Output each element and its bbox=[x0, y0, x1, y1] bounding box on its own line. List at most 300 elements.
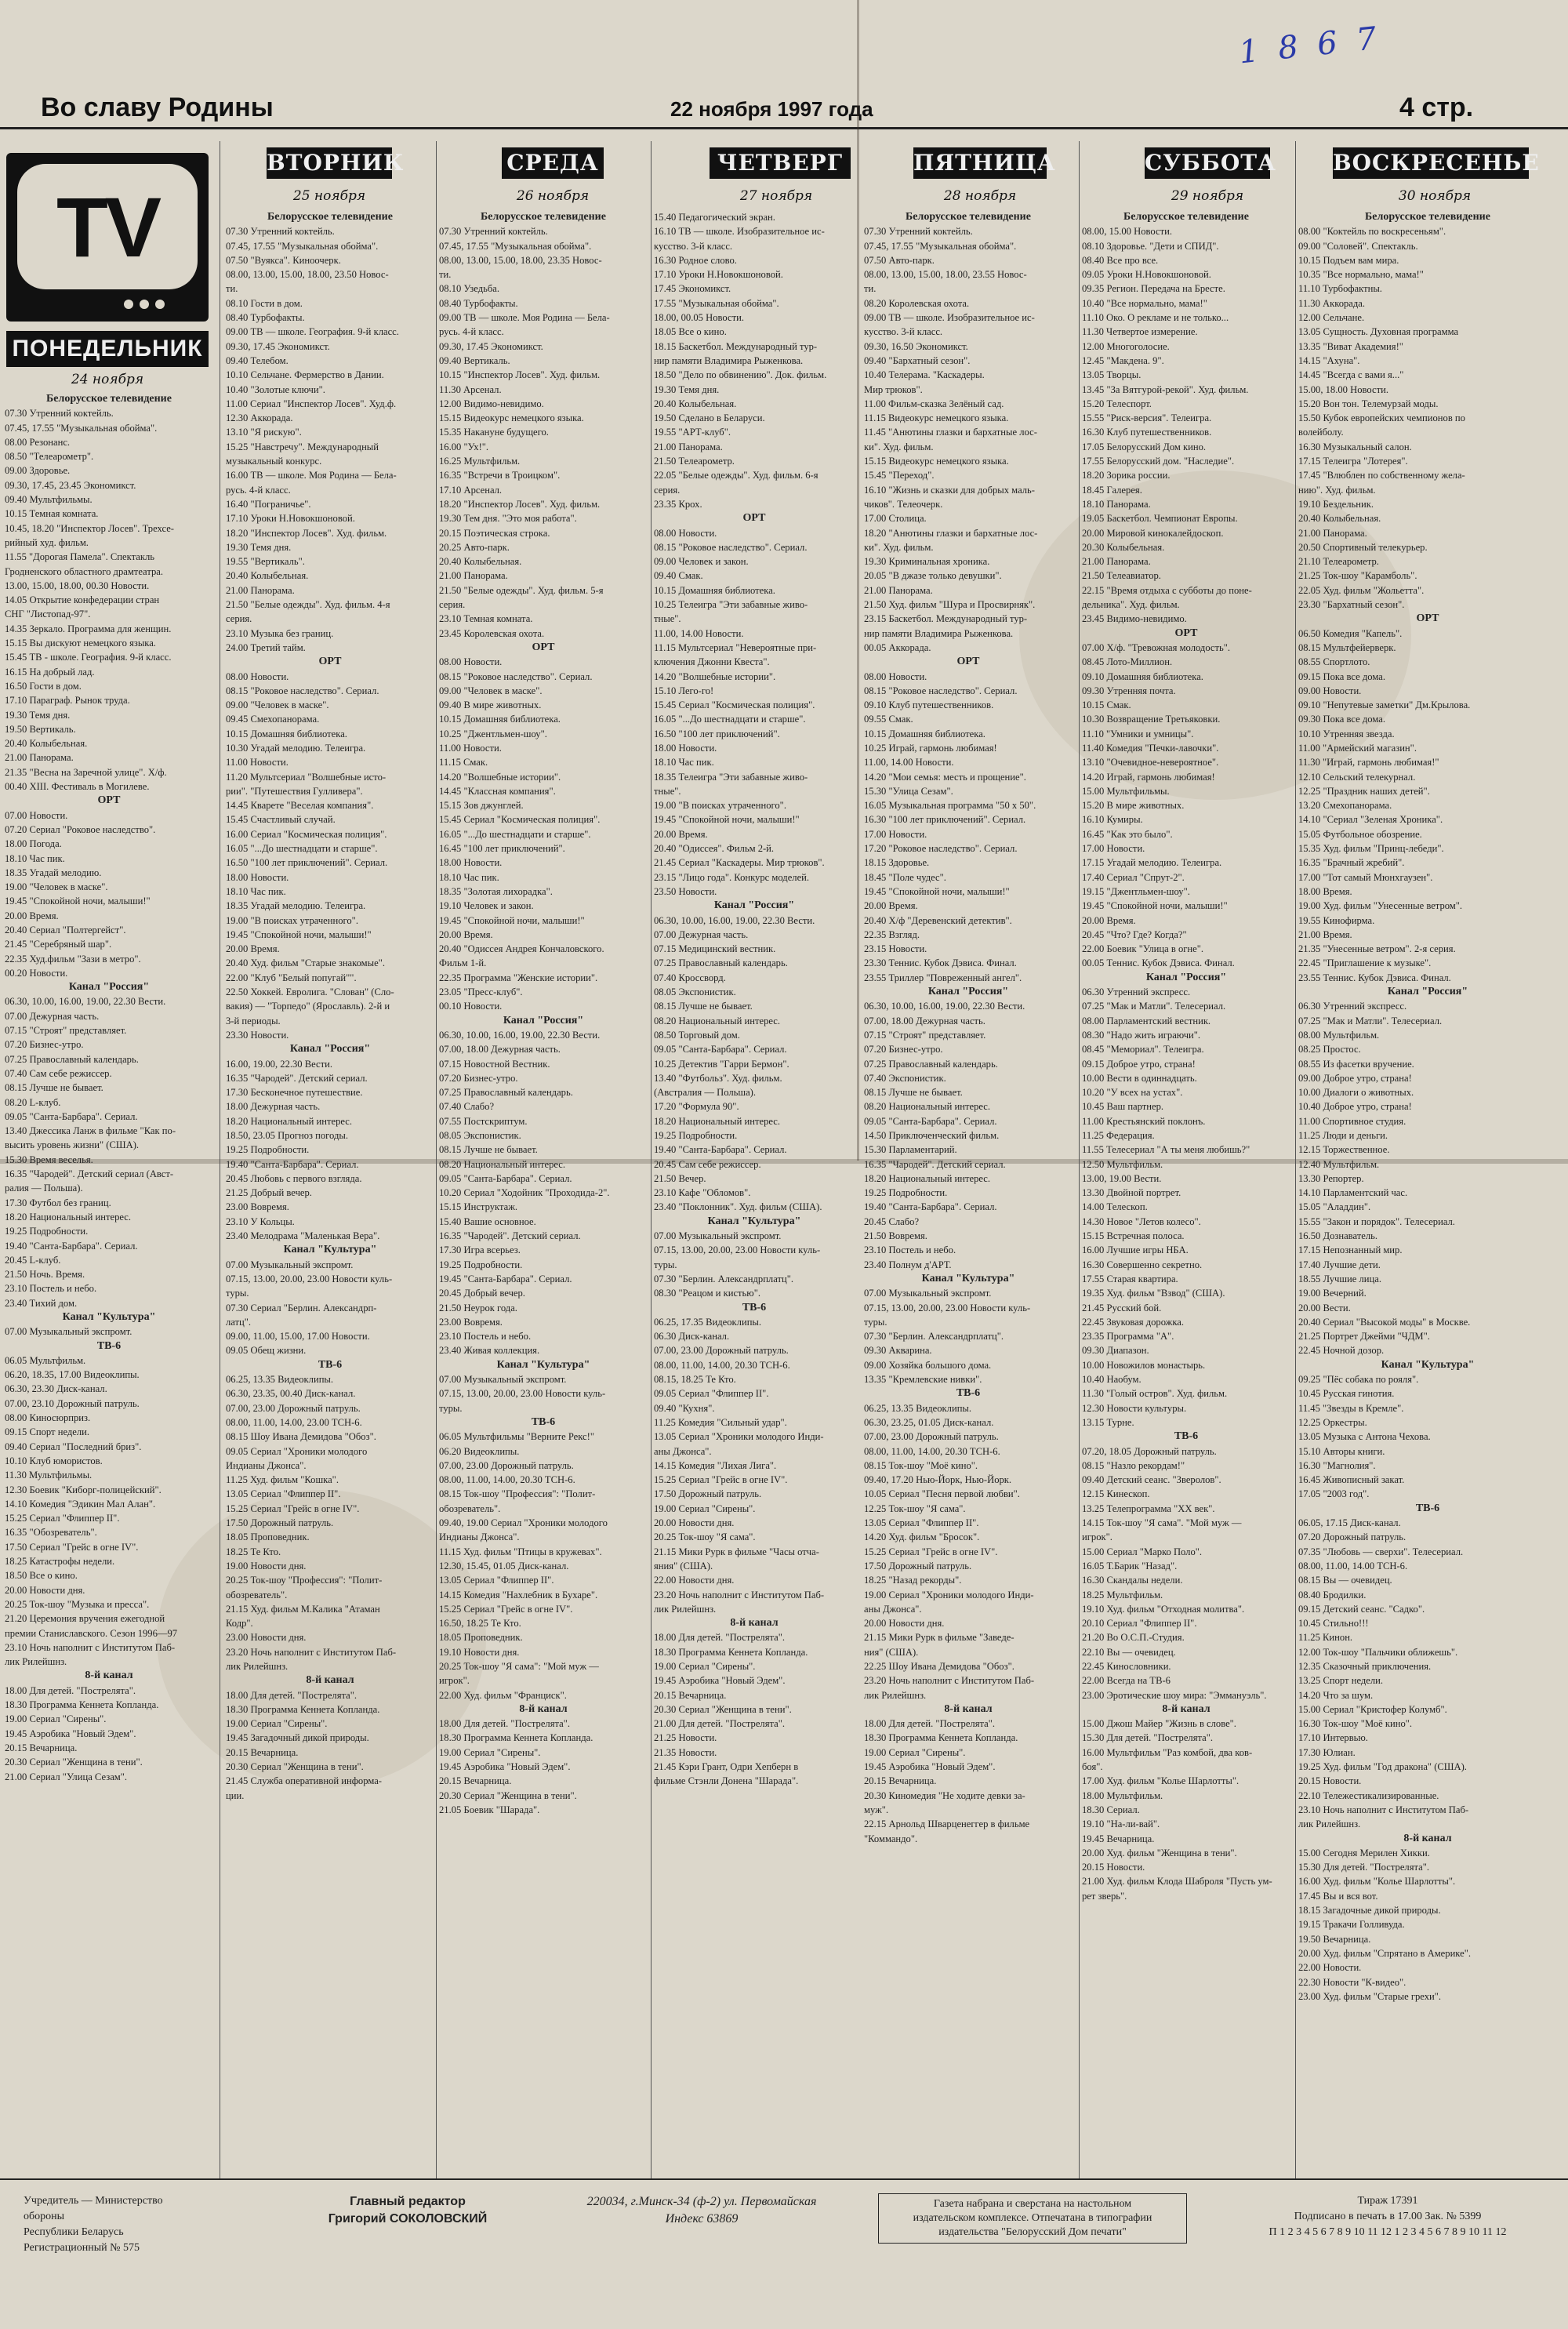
day-header-wednesday: СРЕДА bbox=[502, 147, 604, 179]
program-listing: 14.50 Приключенческий фильм. bbox=[864, 1130, 1000, 1141]
program-listing: 15.45 Счастливый случай. bbox=[226, 814, 336, 826]
program-listing: 18.35 Угадай мелодию. bbox=[5, 867, 102, 878]
program-listing: 08.00, 11.00, 14.00, 20.30 ТСН-6. bbox=[439, 1474, 575, 1486]
program-listing: 06.30, 23.25, 01.05 Диск-канал. bbox=[864, 1416, 994, 1428]
program-listing: 12.40 Мультфильм. bbox=[1298, 1158, 1380, 1170]
program-listing: 23.15 "Лицо года". Конкурс моделей. bbox=[654, 871, 810, 883]
program-listing: 21.50 "Белые одежды". Худ. фильм. 5-я bbox=[439, 584, 604, 596]
program-listing: 21.00 Сериал "Улица Сезам". bbox=[5, 1771, 128, 1782]
program-listing: 08.15 "Роковое наследство". Сериал. bbox=[654, 541, 808, 553]
program-listing: 20.25 Ток-шоу "Профессия": "Полит- bbox=[226, 1575, 383, 1586]
program-listing: 21.45 Кэри Грант, Одри Хепберн в bbox=[654, 1761, 799, 1773]
program-listing: 06.30, 10.00, 16.00, 19.00, 22.30 Вести. bbox=[439, 1029, 601, 1041]
registration-number: Регистрационный № 575 bbox=[24, 2242, 140, 2254]
program-listing: 15.35 Накануне будущего. bbox=[439, 427, 549, 438]
program-listing: 21.00 Панорама. bbox=[439, 570, 508, 582]
program-listing: 08.45 Лото-Миллион. bbox=[1082, 656, 1173, 668]
program-listing: 07.35 "Любовь — сверхи". Телесериал. bbox=[1298, 1546, 1464, 1557]
program-listing: 07.25 "Мак и Матли". Телесериал. bbox=[1082, 1001, 1226, 1012]
signed-to-print: Подписано в печать в 17.00 Зак. № 5399 bbox=[1294, 2211, 1482, 2222]
program-listing: 15.45 ТВ - школе. География. 9-й класс. bbox=[5, 652, 172, 663]
program-listing: русь. 4-й класс. bbox=[439, 326, 504, 338]
program-listing: 23.10 Темная комната. bbox=[439, 613, 533, 625]
program-listing: 08.00, 13.00, 15.00, 18.00, 23.55 Новос- bbox=[864, 269, 1027, 281]
program-listing: 13.20 Смехопанорама. bbox=[1298, 800, 1392, 812]
program-listing: тные". bbox=[654, 613, 681, 625]
postal-index: Индекс 63869 bbox=[665, 2212, 739, 2225]
program-listing: 16.30 Совершенно секретно. bbox=[1082, 1259, 1203, 1270]
program-listing: 14.15 Комедия "Лихая Лига". bbox=[654, 1459, 777, 1471]
program-listing: 17.20 "Формула 90". bbox=[654, 1101, 739, 1113]
program-listing: игрок". bbox=[439, 1675, 470, 1687]
program-listing: нир памяти Владимира Рыженкова. bbox=[864, 627, 1014, 639]
program-listing: 21.50 Вовремя. bbox=[864, 1230, 927, 1242]
program-listing: 20.40 Колыбельная. bbox=[5, 738, 88, 750]
program-listing: 13.10 "Очевидное-невероятное". bbox=[1082, 757, 1219, 768]
program-listing: рии". "Путешествия Гулливера". bbox=[226, 785, 363, 797]
program-listing: 09.40 Вертикаль. bbox=[439, 354, 510, 366]
program-listing: 16.00 Лучшие игры НБА. bbox=[1082, 1244, 1189, 1256]
program-listing: 23.35 Крох. bbox=[654, 498, 702, 510]
program-listing: 20.45 Слабо? bbox=[864, 1215, 920, 1227]
program-listing: 07.00, 23.00 Дорожный патруль. bbox=[654, 1345, 789, 1357]
program-listing: 16.10 Кумиры. bbox=[1082, 814, 1143, 826]
program-listing: 08.05 Экспонистик. bbox=[654, 986, 736, 998]
program-listing: 18.20 "Инспектор Лосев". Худ. фильм. bbox=[226, 527, 387, 539]
program-listing: 21.50 Телеавиатор. bbox=[1082, 570, 1161, 582]
program-listing: 16.00 Худ. фильм "Колье Шарлотты". bbox=[1298, 1876, 1456, 1888]
program-listing: 06.25, 13.35 Видеоклипы. bbox=[864, 1402, 972, 1414]
program-listing: 09.45 Смехопанорама. bbox=[226, 714, 320, 725]
program-listing: 11.30 Аккорада. bbox=[1298, 297, 1366, 309]
program-listing: 10.35 "Все нормально, мама!" bbox=[1298, 269, 1424, 281]
program-listing: 11.10 Турбофактны. bbox=[1298, 283, 1382, 295]
program-listing: 08.00, 11.00, 14.00, 20.30 ТСН-6. bbox=[654, 1359, 790, 1371]
column-divider bbox=[1295, 141, 1296, 2180]
printing-line: издательства "Белорусский Дом печати" bbox=[938, 2226, 1127, 2238]
program-listing: 19.10 Бездельник. bbox=[1298, 498, 1374, 510]
program-listing: 09.40 В мире животных. bbox=[439, 699, 542, 711]
program-listing: 19.00 Худ. фильм "Унесенные ветром". bbox=[1298, 900, 1463, 912]
program-listing: 17.45 "Влюблен по собственному жела- bbox=[1298, 470, 1465, 481]
program-listing: 09.00 "Человек в маске". bbox=[439, 685, 543, 696]
program-listing: ния" (США). bbox=[864, 1646, 919, 1658]
program-listing: яния" (США). bbox=[654, 1560, 713, 1571]
program-listing: 08.00 Киносюрприз. bbox=[5, 1412, 91, 1424]
channel-heading: Канал "Россия" bbox=[503, 1014, 584, 1026]
program-listing: 18.15 Баскетбол. Международный тур- bbox=[654, 340, 818, 352]
program-listing: 16.45 "100 лет приключений". bbox=[439, 843, 565, 855]
day-header-tuesday: ВТОРНИК bbox=[267, 147, 392, 179]
program-listing: 19.40 "Санта-Барбара". Сериал. bbox=[226, 1158, 359, 1170]
channel-heading: 8-й канал bbox=[944, 1702, 993, 1715]
program-listing: 22.35 Худ.фильм "Зази в метро". bbox=[5, 953, 141, 965]
program-listing: 16.00 "Ух!". bbox=[439, 441, 489, 452]
circulation-info bbox=[1223, 2193, 1552, 2240]
program-listing: 15.15 Видеокурс немецкого языка. bbox=[864, 456, 1009, 467]
program-listing: 23.10 Постель и небо. bbox=[864, 1244, 956, 1256]
program-listing: 17.15 Угадай мелодию. Телеигра. bbox=[1082, 857, 1222, 869]
program-listing: 18.20 Национальный интерес. bbox=[654, 1115, 781, 1127]
program-listing: 11.20 Мультсериал "Волшебные исто- bbox=[226, 771, 387, 783]
program-listing: 23.40 "Поклонник". Худ. фильм (США). bbox=[654, 1201, 822, 1213]
program-listing: 14.20 Играй, гармонь любимая! bbox=[1082, 771, 1215, 783]
program-listing: 19.45 "Спокойной ночи, малыши!" bbox=[5, 896, 151, 907]
program-listing: серия. bbox=[654, 484, 681, 496]
program-listing: 20.00 Мировой кинокалейдоскоп. bbox=[1082, 527, 1224, 539]
program-listing: 21.20 Во О.С.П.-Студия. bbox=[1082, 1632, 1185, 1644]
program-listing: 18.05 Проповедник. bbox=[439, 1632, 523, 1644]
program-listing: Фильм 1-й. bbox=[439, 957, 487, 969]
program-listing: 09.00 "Человек в маске". bbox=[226, 699, 329, 711]
program-listing: 21.35 "Весна на Заречной улице". Х/ф. bbox=[5, 766, 167, 778]
program-listing: 10.15 Подъем вам мира. bbox=[1298, 254, 1399, 266]
program-listing: 08.15 "Назло рекордам!" bbox=[1082, 1459, 1185, 1471]
program-listing: 21.00 Худ. фильм Клода Шаброля "Пусть ум- bbox=[1082, 1876, 1272, 1888]
program-listing: 16.05 Музыкальная программа "50 х 50". bbox=[864, 800, 1036, 812]
program-listing: 15.30 "Улица Сезам". bbox=[864, 785, 953, 797]
program-listing: 16.30 "100 лет приключений". Сериал. bbox=[864, 814, 1026, 826]
program-listing: 18.25 Катастрофы недели. bbox=[5, 1556, 115, 1568]
program-listing: 13.05 Сериал "Флиппер II". bbox=[864, 1517, 979, 1529]
program-listing: 06.30, 23.30 Диск-канал. bbox=[5, 1383, 107, 1395]
program-listing: 10.25 Телеигра "Эти забавные живо- bbox=[654, 599, 808, 611]
program-listing: игрок". bbox=[1082, 1531, 1112, 1543]
program-listing: 11.00, 14.00 Новости. bbox=[654, 627, 744, 639]
program-listing: 09.05 Обещ жизни. bbox=[226, 1345, 307, 1357]
program-listing: 20.00 Время. bbox=[864, 900, 918, 912]
program-listing: 08.55 Из фасетки вручение. bbox=[1298, 1058, 1414, 1070]
program-listing: 10.25 "Джентльмен-шоу". bbox=[439, 728, 547, 739]
program-listing: 09.55 Смак. bbox=[864, 714, 913, 725]
program-listing: 07.00, 18.00 Дежурная часть. bbox=[439, 1044, 561, 1055]
program-listing: 12.00 Видимо-невидимо. bbox=[439, 398, 544, 409]
program-listing: 09.10 Домашняя библиотека. bbox=[1082, 670, 1203, 682]
day-header-monday: ПОНЕДЕЛЬНИК bbox=[6, 331, 209, 367]
program-listing: 19.10 "На-ли-вай". bbox=[1082, 1819, 1160, 1830]
program-listing: 18.35 "Золотая лихорадка". bbox=[439, 885, 553, 897]
program-listing: 17.00 Худ. фильм "Колье Шарлотты". bbox=[1082, 1775, 1240, 1787]
program-listing: 15.55 "Риск-версия". Телеигра. bbox=[1082, 412, 1212, 424]
program-listing: 22.45 Кинословники. bbox=[1082, 1660, 1171, 1672]
fold-line-vertical bbox=[857, 0, 859, 1161]
program-listing: 08.15 Вы — очевидец. bbox=[1298, 1575, 1392, 1586]
program-listing: 10.30 Возвращение Третьяковки. bbox=[1082, 714, 1221, 725]
program-listing: 18.05 Все о кино. bbox=[654, 326, 727, 338]
channel-heading: Канал "Россия" bbox=[289, 1043, 371, 1055]
program-listing: 18.30 Программа Кеннета Копланда. bbox=[864, 1732, 1018, 1744]
program-listing: 07.15, 13.00, 20.00, 23.00 Новости куль- bbox=[864, 1302, 1031, 1313]
program-listing: 18.35 Телеигра "Эти забавные живо- bbox=[654, 771, 808, 783]
program-listing: 06.05 Мультфильмы "Верните Рекс!" bbox=[439, 1431, 594, 1443]
program-listing: 17.10 Арсенал. bbox=[439, 484, 503, 496]
program-listing: 14.15 "Ахуна". bbox=[1298, 354, 1360, 366]
program-listing: 24.00 Третий тайм. bbox=[226, 641, 306, 653]
channel-heading: ТВ-6 bbox=[1415, 1502, 1440, 1514]
program-listing: 19.00 "В поисках утраченного". bbox=[226, 914, 358, 926]
schedule-column-sunday bbox=[1298, 210, 1557, 2171]
program-listing: 22.50 Хоккей. Евролига. "Слован" (Сло- bbox=[226, 986, 394, 998]
program-listing: 12.50 Мультфильм. bbox=[1082, 1158, 1163, 1170]
program-listing: 07.15 "Строят" представляет. bbox=[5, 1025, 127, 1037]
program-listing: 15.20 Телеспорт. bbox=[1082, 398, 1152, 409]
program-listing: 20.40 Колыбельная. bbox=[654, 398, 737, 409]
program-listing: 22.30 Новости "К-видео". bbox=[1298, 1976, 1406, 1988]
program-listing: 16.40 "Пограничье". bbox=[226, 498, 311, 510]
program-listing: 21.50 Телеарометр. bbox=[654, 456, 735, 467]
program-listing: ти. bbox=[864, 283, 877, 295]
program-listing: 08.00 Новости. bbox=[439, 656, 503, 668]
program-listing: 08.00, 11.00, 14.00, 20.30 ТСН-6. bbox=[864, 1445, 1000, 1457]
program-listing: 22.35 Программа "Женские истории". bbox=[439, 972, 598, 983]
program-listing: 09.10 "Непутевые заметки" Дм.Крылова. bbox=[1298, 699, 1471, 711]
program-listing: 09.00 ТВ — школе. Моя Родина — Бела- bbox=[439, 312, 610, 324]
program-listing: 09.40 Детский сеанс. "Зверолов". bbox=[1082, 1474, 1221, 1486]
program-listing: 15.00 Сериал "Кристофер Колумб". bbox=[1298, 1703, 1447, 1715]
program-listing: 19.30 Темя дня. bbox=[654, 383, 720, 395]
program-listing: 20.45 Любовь с первого взгляда. bbox=[226, 1172, 362, 1184]
program-listing: 11.25 Федерация. bbox=[1082, 1130, 1155, 1141]
program-listing: 10.25 Детектив "Гарри Бермон". bbox=[654, 1058, 789, 1070]
program-listing: 12.35 Сказочный приключения. bbox=[1298, 1660, 1432, 1672]
program-listing: 06.30, 23.35, 00.40 Диск-канал. bbox=[226, 1388, 356, 1400]
imprint-footer bbox=[0, 2184, 1568, 2329]
program-listing: 22.00 Худ. фильм "Франциск". bbox=[439, 1689, 567, 1701]
program-listing: 18.30 Сериал. bbox=[1082, 1804, 1140, 1815]
program-listing: 17.45 Экономикст. bbox=[654, 283, 731, 295]
schedule-column-thursday bbox=[654, 210, 855, 2171]
program-listing: 00.05 Аккорада. bbox=[864, 641, 931, 653]
program-listing: 23.30 Теннис. Кубок Дэвиса. Финал. bbox=[864, 957, 1017, 969]
program-listing: 18.00 Погода. bbox=[5, 838, 62, 850]
program-listing: 18.20 Национальный интерес. bbox=[5, 1211, 132, 1223]
program-listing: 20.25 Ток-шоу "Я сама": "Мой муж — bbox=[439, 1660, 599, 1672]
program-listing: 15.25 Сериал "Грейс в огне IV". bbox=[439, 1603, 573, 1615]
program-listing: 11.00 Новости. bbox=[226, 757, 289, 768]
program-listing: 07.50 Авто-парк. bbox=[864, 254, 935, 266]
print-run-marks: П 1 2 3 4 5 6 7 8 9 10 11 12 1 2 3 4 5 6 7 8 9 10 11 12 bbox=[1269, 2226, 1507, 2238]
program-listing: 19.40 "Санта-Барбара". Сериал. bbox=[864, 1201, 997, 1213]
program-listing: 16.30 Ток-шоу "Моё кино". bbox=[1298, 1718, 1413, 1730]
program-listing: 19.30 Тем дня. "Это моя работа". bbox=[439, 513, 577, 525]
program-listing: СНГ "Листопад-97". bbox=[5, 609, 91, 620]
handwritten-note: 1 8 6 7 bbox=[1237, 20, 1383, 71]
program-listing: 10.15 Домашняя библиотека. bbox=[864, 728, 985, 739]
tv-screen bbox=[17, 164, 198, 289]
program-listing: 14.20 Худ. фильм "Бросок". bbox=[864, 1531, 980, 1543]
program-listing: Мир трюков". bbox=[864, 383, 923, 395]
program-listing: 14.00 Телескоп. bbox=[1082, 1201, 1148, 1213]
schedule-column-saturday bbox=[1082, 210, 1290, 2171]
program-listing: 08.15 Ток-шоу "Моё кино". bbox=[864, 1459, 978, 1471]
program-listing: 09.30, 17.45 Экономикст. bbox=[226, 340, 330, 352]
program-listing: 21.25 Ток-шоу "Карамболь". bbox=[1298, 570, 1417, 582]
program-listing: 18.00, 00.05 Новости. bbox=[654, 312, 744, 324]
program-listing: 23.10 У Кольцы. bbox=[226, 1215, 295, 1227]
program-listing: 11.15 Мультсериал "Невероятные при- bbox=[654, 641, 817, 653]
program-listing: 23.10 Ночь наполнит с Институтом Паб- bbox=[5, 1641, 176, 1653]
program-listing: 17.10 Уроки Н.Новокшоновой. bbox=[226, 513, 355, 525]
channel-heading: Канал "Культура" bbox=[707, 1215, 801, 1227]
program-listing: 07.40 Сам себе режиссер. bbox=[5, 1067, 112, 1079]
program-listing: 19.00 Сериал "Сирены". bbox=[5, 1713, 107, 1725]
program-listing: 08.00 Резонанс. bbox=[5, 436, 71, 448]
channel-heading: Канал "Культура" bbox=[921, 1272, 1015, 1284]
program-listing: ки". Худ. фильм. bbox=[864, 541, 934, 553]
program-listing: 20.40 Колыбельная. bbox=[439, 556, 522, 568]
program-listing: 17.50 Дорожный патруль. bbox=[864, 1560, 972, 1571]
program-listing: 19.10 Новости дня. bbox=[439, 1646, 520, 1658]
day-date-sunday: 30 ноября bbox=[1398, 188, 1472, 204]
program-listing: 23.05 "Пресс-клуб". bbox=[439, 986, 523, 998]
schedule-column-friday bbox=[864, 210, 1073, 2171]
program-listing: 17.05 Белорусский Дом кино. bbox=[1082, 441, 1207, 452]
program-listing: 07.00 Музыкальный экспромт. bbox=[439, 1374, 567, 1386]
program-listing: 13.00, 15.00, 18.00, 00.30 Новости. bbox=[5, 580, 150, 591]
program-listing: 09.15 Доброе утро, страна! bbox=[1082, 1058, 1196, 1070]
program-listing: 07.00, 23.00 Дорожный патруль. bbox=[864, 1431, 999, 1443]
program-listing: нию". Худ. фильм. bbox=[1298, 484, 1376, 496]
program-listing: 11.00 Фильм-сказка Зелёный сад. bbox=[864, 398, 1004, 409]
channel-heading: 8-й канал bbox=[730, 1617, 779, 1630]
program-listing: 18.00 Новости. bbox=[226, 871, 289, 883]
program-listing: 08.20 L-клуб. bbox=[5, 1096, 61, 1108]
program-listing: 08.15 Ток-шоу "Профессия": "Полит- bbox=[439, 1488, 596, 1500]
program-listing: 18.00 Для детей. "Пострелята". bbox=[226, 1689, 358, 1701]
column-divider bbox=[651, 141, 652, 2180]
program-listing: 17.30 Футбол без границ. bbox=[5, 1197, 111, 1208]
program-listing: ки". Худ. фильм. bbox=[864, 441, 934, 452]
program-listing: 13.05 Сериал "Хроники молодого Инди- bbox=[654, 1431, 824, 1443]
program-listing: обозреватель". bbox=[439, 1502, 501, 1514]
program-listing: 07.15 Новостной Вестник. bbox=[439, 1058, 550, 1070]
program-listing: 16.30 Родное слово. bbox=[654, 254, 737, 266]
program-listing: 19.05 Баскетбол. Чемпионат Европы. bbox=[1082, 513, 1238, 525]
program-listing: 15.45 Сериал "Космическая полиция". bbox=[654, 699, 815, 711]
program-listing: 09.30 Диапазон. bbox=[1082, 1345, 1149, 1357]
program-listing: 15.40 Педагогический экран. bbox=[654, 212, 775, 223]
program-listing: 23.00 Эротические шоу мира: "Эммануэль". bbox=[1082, 1689, 1267, 1701]
day-date-tuesday: 25 ноября bbox=[292, 188, 366, 204]
program-listing: Индианы Джонса". bbox=[439, 1531, 520, 1543]
program-listing: 12.25 Ток-шоу "Я сама". bbox=[864, 1502, 966, 1514]
program-listing: 08.40 Турбофакты. bbox=[439, 297, 518, 309]
program-listing: 06.20, 18.35, 17.00 Видеоклипы. bbox=[5, 1369, 140, 1381]
circulation-count: Тираж 17391 bbox=[1357, 2195, 1418, 2207]
program-listing: 07.40 Кроссворд. bbox=[654, 972, 726, 983]
program-listing: 17.30 Игра всерьез. bbox=[439, 1244, 521, 1256]
program-listing: 10.15 "Инспектор Лосев". Худ. фильм. bbox=[439, 369, 601, 381]
program-listing: 15.00, 18.00 Новости. bbox=[1298, 383, 1388, 395]
program-listing: 20.40 "Одиссея Андрея Кончаловского. bbox=[439, 943, 604, 955]
program-listing: лик Рилейшнз. bbox=[864, 1689, 927, 1701]
program-listing: 06.05 Мультфильм. bbox=[5, 1354, 86, 1366]
program-listing: 16.35 "Брачный жребий". bbox=[1298, 857, 1405, 869]
program-listing: 10.45, 18.20 "Инспектор Лосев". Трехсе- bbox=[5, 522, 174, 534]
program-listing: 18.15 Загадочные дикой природы. bbox=[1298, 1905, 1441, 1917]
program-listing: 16.35 "Чародей". Детский сериал. bbox=[864, 1158, 1006, 1170]
program-listing: вакия) — "Торпедо" (Ярославль). 2-й и bbox=[226, 1001, 390, 1012]
program-listing: 13.25 Телепрограмма "XX век". bbox=[1082, 1502, 1215, 1514]
newspaper-title: Во славу Родины bbox=[41, 93, 274, 122]
program-listing: 19.10 Человек и закон. bbox=[439, 900, 534, 912]
program-listing: 12.00 Многоголосие. bbox=[1082, 340, 1170, 352]
program-listing: 20.40 Худ. фильм "Старые знакомые". bbox=[226, 957, 385, 969]
program-listing: 18.00 Новости. bbox=[654, 742, 717, 754]
program-listing: 07.40 Слабо? bbox=[439, 1101, 495, 1113]
program-listing: 14.35 Зеркало. Программа для женщин. bbox=[5, 623, 172, 634]
page-number: 4 стр. bbox=[1399, 93, 1474, 122]
program-listing: туры. bbox=[864, 1316, 887, 1328]
program-listing: 20.30 Сериал "Женщина в тени". bbox=[654, 1703, 792, 1715]
day-date-monday: 24 ноября bbox=[71, 372, 144, 387]
program-listing: 15.00 Джош Майер "Жизнь в слове". bbox=[1082, 1718, 1236, 1730]
program-listing: 14.20 Что за шум. bbox=[1298, 1689, 1374, 1701]
program-listing: 15.15 Зов джунглей. bbox=[439, 800, 524, 812]
column-divider bbox=[436, 141, 437, 2180]
program-listing: 11.55 "Дорогая Памела". Спектакль bbox=[5, 551, 154, 563]
program-listing: 08.15 "Роковое наследство". Сериал. bbox=[864, 685, 1018, 696]
program-listing: фильме Стэнли Донена "Шарада". bbox=[654, 1775, 799, 1787]
program-listing: 08.00 "Коктейль по воскресеньям". bbox=[1298, 226, 1446, 238]
program-listing: 19.45 "Спокойной ночи, малыши!" bbox=[654, 814, 800, 826]
program-listing: 23.15 Новости. bbox=[864, 943, 927, 955]
program-listing: 18.30 Программа Кеннета Копланда. bbox=[439, 1732, 593, 1744]
program-listing: 09.15 Пока все дома. bbox=[1298, 670, 1385, 682]
program-listing: 14.20 "Волшебные истории". bbox=[654, 670, 776, 682]
program-listing: 15.25 "Навстречу". Международный bbox=[226, 441, 379, 452]
program-listing: 07.30 Утренний коктейль. bbox=[864, 226, 973, 238]
program-listing: 18.25 "Назад рекорды". bbox=[864, 1575, 962, 1586]
program-listing: 08.50 "Телеарометр". bbox=[5, 451, 94, 463]
program-listing: 08.00 Новости. bbox=[864, 670, 927, 682]
channel-heading: ОРТ bbox=[1416, 612, 1439, 625]
program-listing: 12.25 "Праздник наших детей". bbox=[1298, 785, 1430, 797]
program-listing: 07.00 Новости. bbox=[5, 809, 68, 821]
program-listing: 07.45, 17.55 "Музыкальная обойма". bbox=[864, 240, 1017, 252]
program-listing: 08.20 Королевская охота. bbox=[864, 297, 970, 309]
program-listing: 16.05 "...До шестнадцати и старше". bbox=[226, 843, 378, 855]
program-listing: 09.40, 19.00 Сериал "Хроники молодого bbox=[439, 1517, 608, 1529]
program-listing: 08.15 "Роковое наследство". Сериал. bbox=[226, 685, 379, 696]
program-listing: 06.50 Комедия "Капель". bbox=[1298, 627, 1403, 639]
channel-heading: Канал "Россия" bbox=[927, 986, 1009, 998]
program-listing: 13.25 Спорт недели. bbox=[1298, 1675, 1384, 1687]
program-listing: 18.20 Национальный интерес. bbox=[864, 1172, 991, 1184]
program-listing: 11.00 Спортивное студия. bbox=[1298, 1115, 1406, 1127]
program-listing: 23.45 Королевская охота. bbox=[439, 627, 545, 639]
program-listing: 09.40 Телебом. bbox=[226, 354, 289, 366]
program-listing: 20.15 Поэтическая строка. bbox=[439, 527, 550, 539]
program-listing: 06.30 Утренний экспресс. bbox=[1298, 1001, 1407, 1012]
program-listing: 19.15 "Джентльмен-шоу". bbox=[1082, 885, 1190, 897]
program-listing: 14.10 "Сериал "Зеленая Хроника". bbox=[1298, 814, 1443, 826]
program-listing: 22.00 Новости дня. bbox=[654, 1575, 735, 1586]
program-listing: тные". bbox=[654, 785, 681, 797]
editor-title: Главный редактор bbox=[350, 2195, 466, 2208]
program-listing: 11.45 "Звезды в Кремле". bbox=[1298, 1402, 1404, 1414]
program-listing: 15.30 Время веселья. bbox=[5, 1154, 93, 1165]
program-listing: лик Рилейшнз. bbox=[5, 1656, 67, 1668]
program-listing: 09.00 Хозяйка большого дома. bbox=[864, 1359, 992, 1371]
program-listing: 08.20 Национальный интерес. bbox=[864, 1101, 991, 1113]
program-listing: 14.10 Парламентский час. bbox=[1298, 1187, 1408, 1199]
program-listing: 20.00 Время. bbox=[439, 928, 493, 940]
program-listing: 08.15 Лучше не бывает. bbox=[654, 1001, 753, 1012]
channel-heading: Канал "Россия" bbox=[713, 899, 795, 912]
program-listing: 18.50 Все о кино. bbox=[5, 1570, 78, 1582]
program-listing: 19.25 Подробности. bbox=[5, 1226, 89, 1237]
